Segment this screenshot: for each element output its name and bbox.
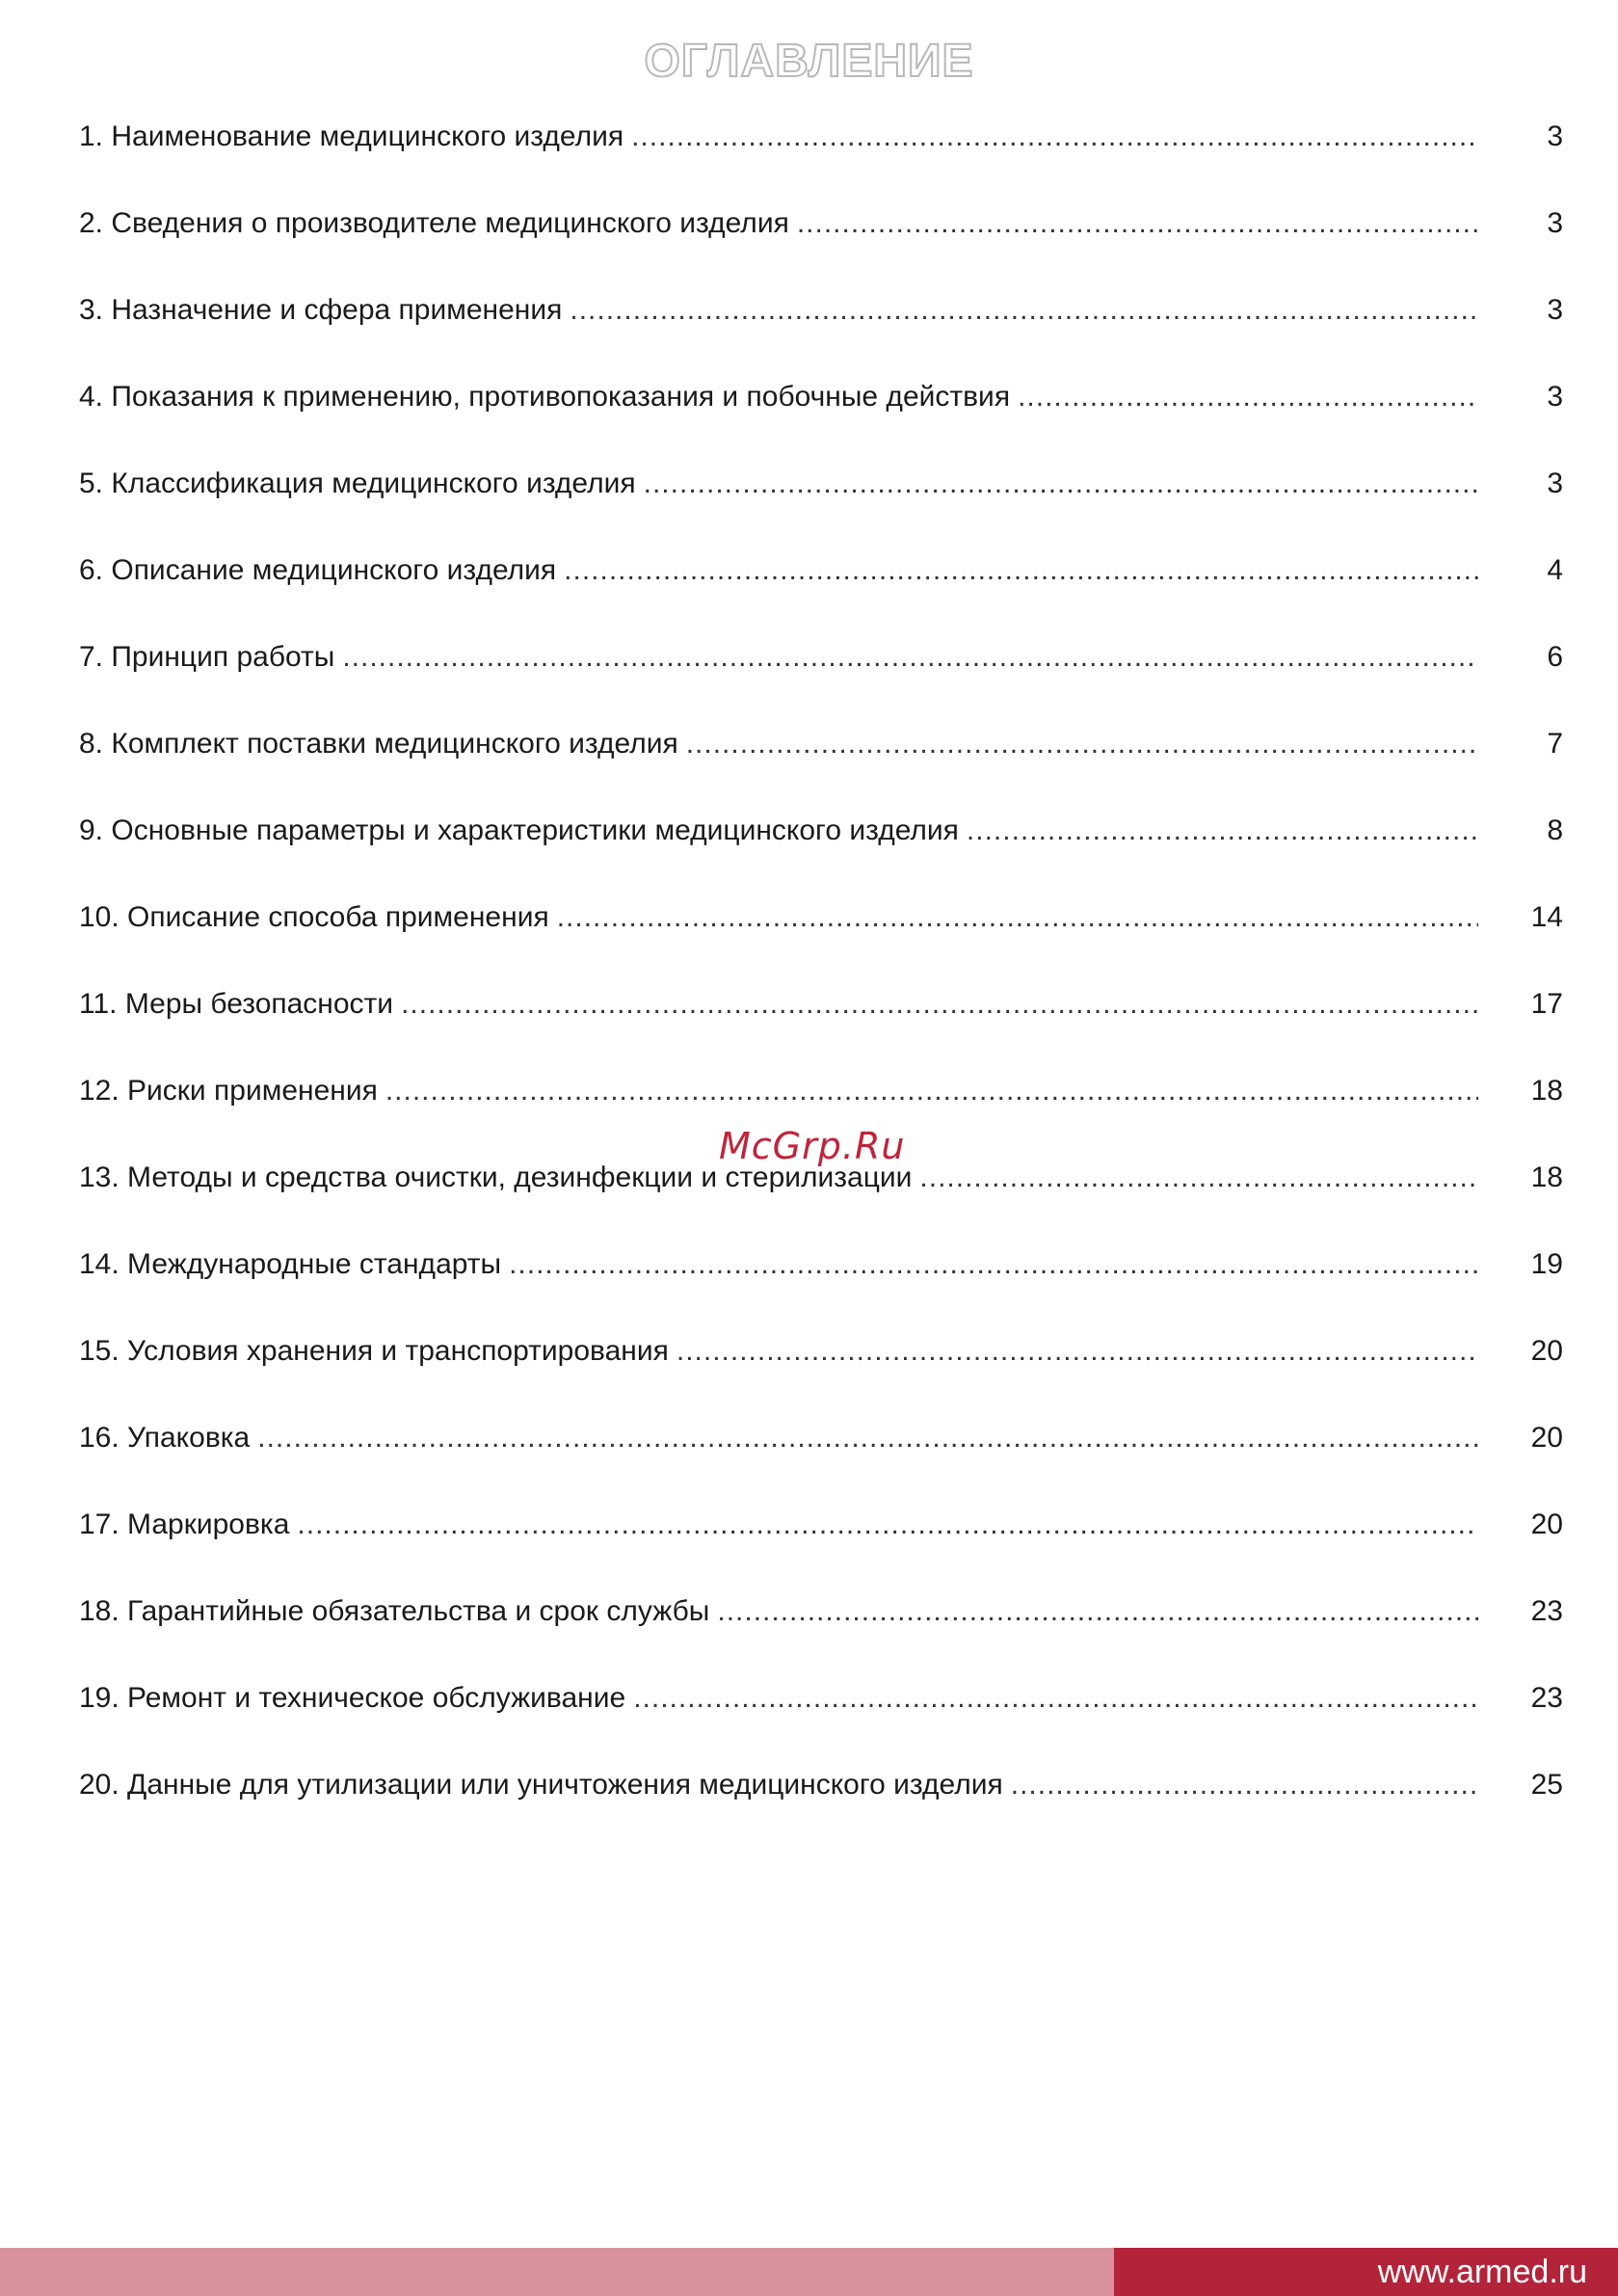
toc-entry-page: 18 [1530, 1161, 1563, 1193]
toc-entry-label: 12. Риски применения [79, 1075, 378, 1107]
toc-leader-dots [297, 1502, 1478, 1548]
toc-leader-dots [570, 287, 1478, 334]
toc-entry-page: 4 [1547, 554, 1563, 586]
toc-entry-page: 19 [1530, 1248, 1563, 1280]
toc-leader-dots [401, 981, 1478, 1028]
toc-entry[interactable] [79, 1241, 1563, 1328]
toc-entry[interactable] [79, 894, 1563, 981]
toc-entry[interactable] [79, 1415, 1563, 1502]
toc-entry-page: 3 [1547, 120, 1563, 152]
toc-entry-label: 15. Условия хранения и транспортирования [79, 1335, 669, 1367]
toc-entry-label: 3. Назначение и сфера применения [79, 294, 563, 326]
page-title: ОГЛАВЛЕНИЕ [644, 36, 974, 87]
toc-entry-page: 8 [1547, 814, 1563, 846]
toc-leader-dots [967, 808, 1478, 854]
toc-entry-label: 13. Методы и средства очистки, дезинфекции и стерилизации [79, 1161, 913, 1193]
toc-entry-page: 20 [1530, 1422, 1563, 1454]
toc-leader-dots [633, 1675, 1478, 1722]
toc-entry-page: 14 [1530, 901, 1563, 933]
toc-leader-dots [557, 894, 1478, 941]
toc-leader-dots [686, 721, 1478, 767]
toc-entry[interactable] [79, 1762, 1563, 1849]
toc-leader-dots [1011, 1762, 1478, 1808]
toc-entry[interactable] [79, 114, 1563, 200]
table-of-contents [79, 114, 1563, 1849]
toc-leader-dots [631, 114, 1478, 160]
toc-entry-page: 7 [1547, 728, 1563, 760]
toc-leader-dots [797, 200, 1478, 247]
toc-entry-label: 5. Классификация медицинского изделия [79, 467, 636, 499]
toc-entry-label: 8. Комплект поставки медицинского изделия [79, 728, 678, 760]
toc-entry-page: 6 [1547, 641, 1563, 673]
toc-entry[interactable] [79, 1675, 1563, 1762]
toc-entry[interactable] [79, 1589, 1563, 1675]
toc-leader-dots [385, 1068, 1478, 1114]
toc-entry-label: 2. Сведения о производителе медицинского изделия [79, 207, 789, 239]
toc-leader-dots [1018, 374, 1478, 420]
toc-entry[interactable] [79, 1502, 1563, 1589]
toc-entry-page: 18 [1530, 1075, 1563, 1107]
toc-entry-page: 3 [1547, 207, 1563, 239]
toc-entry-page: 3 [1547, 294, 1563, 326]
toc-entry[interactable] [79, 721, 1563, 808]
toc-entry-label: 16. Упаковка [79, 1422, 251, 1454]
toc-leader-dots [257, 1415, 1478, 1461]
toc-entry[interactable] [79, 981, 1563, 1068]
toc-entry[interactable] [79, 1155, 1563, 1241]
toc-entry-page: 20 [1530, 1335, 1563, 1367]
toc-leader-dots [644, 461, 1478, 507]
toc-entry[interactable] [79, 287, 1563, 374]
toc-entry[interactable] [79, 461, 1563, 547]
toc-leader-dots [676, 1328, 1478, 1375]
toc-entry-label: 7. Принцип работы [79, 641, 335, 673]
toc-entry-label: 17. Маркировка [79, 1508, 290, 1540]
toc-entry-page: 23 [1530, 1682, 1563, 1714]
toc-entry-label: 1. Наименование медицинского изделия [79, 120, 624, 152]
toc-entry[interactable] [79, 1328, 1563, 1415]
toc-entry[interactable] [79, 634, 1563, 721]
watermark: McGrp.Ru [719, 1125, 906, 1167]
toc-leader-dots [919, 1155, 1478, 1201]
footer-band-light [0, 2248, 1114, 2296]
toc-entry-page: 25 [1530, 1769, 1563, 1801]
toc-leader-dots [509, 1241, 1478, 1288]
toc-entry[interactable] [79, 547, 1563, 634]
toc-entry-label: 14. Международные стандарты [79, 1248, 502, 1280]
toc-entry-page: 23 [1530, 1595, 1563, 1627]
toc-entry-label: 10. Описание способа применения [79, 901, 549, 933]
toc-entry-label: 4. Показания к применению, противопоказания и побочные действия [79, 381, 1011, 413]
toc-entry-label: 6. Описание медицинского изделия [79, 554, 557, 586]
toc-entry-page: 3 [1547, 381, 1563, 413]
toc-entry-page: 3 [1547, 467, 1563, 499]
toc-entry[interactable] [79, 808, 1563, 894]
toc-leader-dots [564, 547, 1478, 594]
toc-entry-label: 19. Ремонт и техническое обслуживание [79, 1682, 626, 1714]
toc-entry[interactable] [79, 200, 1563, 287]
toc-leader-dots [717, 1589, 1478, 1635]
toc-entry-label: 9. Основные параметры и характеристики медицинского изделия [79, 814, 959, 846]
toc-entry-label: 20. Данные для утилизации или уничтожения медицинского изделия [79, 1769, 1003, 1801]
toc-entry-label: 18. Гарантийные обязательства и срок службы [79, 1595, 710, 1627]
footer-website-link[interactable]: www.armed.ru [1377, 2254, 1587, 2290]
toc-entry-page: 20 [1530, 1508, 1563, 1540]
toc-entry-label: 11. Меры безопасности [79, 988, 394, 1020]
toc-leader-dots [342, 634, 1478, 681]
toc-entry-page: 17 [1530, 988, 1563, 1020]
toc-entry[interactable] [79, 374, 1563, 461]
